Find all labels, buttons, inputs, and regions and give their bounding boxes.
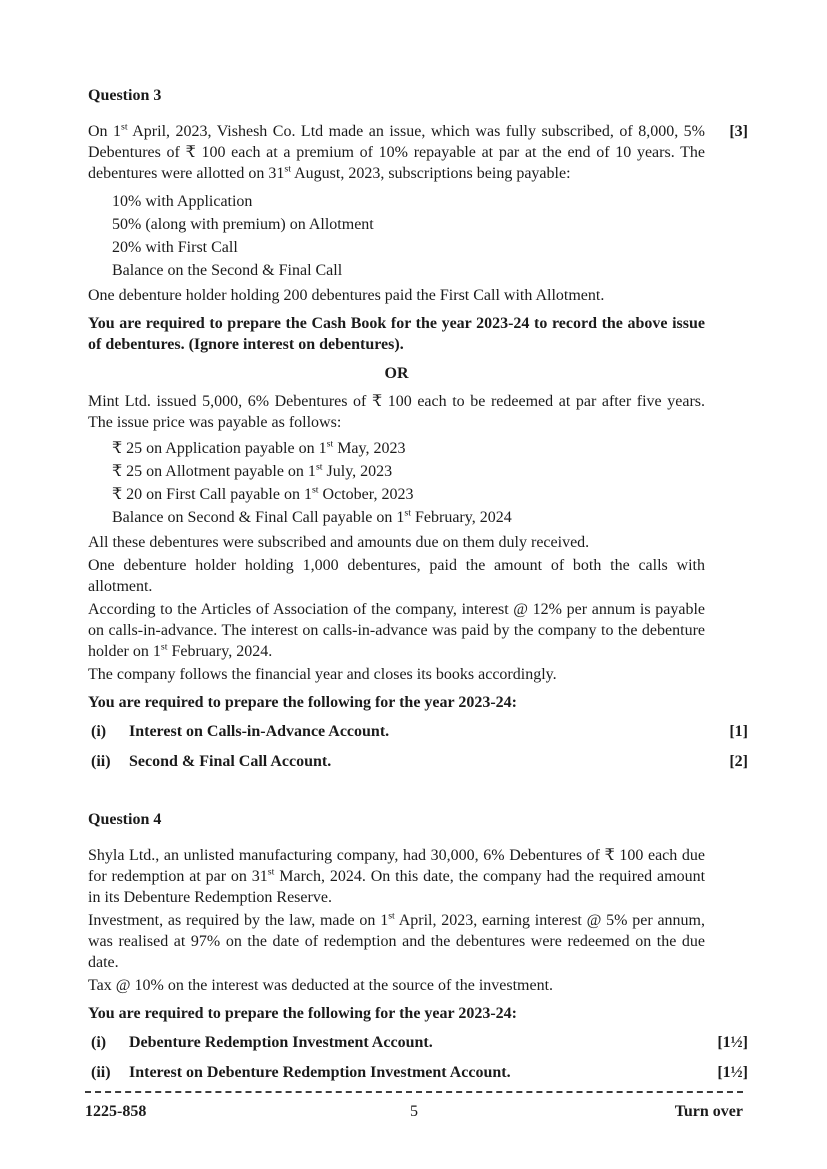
q4-paragraph-3: Tax @ 10% on the interest was deducted at the source of the investment.	[88, 977, 554, 994]
q3or-part-ii-row	[88, 751, 748, 772]
part-number: (i)	[91, 1034, 107, 1051]
list-item: Balance on the Second & Final Call	[112, 262, 343, 279]
turn-over-label: Turn over	[674, 1103, 743, 1120]
question-4-section	[88, 809, 748, 1083]
list-item: Balance on Second & Final Call payable on 1st February, 2024	[112, 507, 512, 526]
part-number: (ii)	[91, 1064, 111, 1081]
q3-payment-schedule	[88, 191, 748, 281]
paper-code: 1225-858	[85, 1103, 147, 1120]
q4-paragraph-2: Investment, as required by the law, made on 1st April, 2023, earning interest @ 5% per annum, was realised at 97% on the date of redemption and the debentures were redeemed on the due date.	[88, 910, 705, 971]
q3or-paragraph-2: One debenture holder holding 1,000 debentures, paid the amount of both the calls with allotment.	[88, 557, 705, 595]
part-marks-badge: [1½]	[717, 1064, 748, 1081]
q3-intro-row	[88, 121, 748, 186]
q4-part-ii-row	[88, 1062, 748, 1083]
list-item: 20% with First Call	[112, 239, 238, 256]
list-item: 50% (along with premium) on Allotment	[112, 216, 374, 233]
part-marks-badge: [1½]	[717, 1034, 748, 1051]
list-item: ₹ 25 on Application payable on 1st May, 2023	[112, 438, 406, 457]
q3or-intro-paragraph: Mint Ltd. issued 5,000, 6% Debentures of ₹ 100 each to be redeemed at par after five years. The issue price was payable as follows:	[88, 393, 705, 431]
question-4-heading: Question 4	[88, 811, 162, 828]
part-label: Debenture Redemption Investment Account.	[129, 1034, 433, 1051]
question-3-section	[88, 85, 748, 772]
q3-marks-badge: [3]	[729, 123, 748, 140]
footer-row	[85, 1093, 743, 1122]
q3or-paragraph-1: All these debentures were subscribed and amounts due on them duly received.	[88, 534, 590, 551]
page-footer	[85, 1091, 743, 1122]
page-number: 5	[410, 1103, 418, 1120]
list-item: ₹ 20 on First Call payable on 1st October, 2023	[112, 484, 414, 503]
q4-requirement: You are required to prepare the following for the year 2023-24:	[88, 1005, 517, 1022]
q3or-part-i-row	[88, 721, 748, 742]
q3or-requirement: You are required to prepare the following for the year 2023-24:	[88, 694, 517, 711]
part-label: Interest on Debenture Redemption Investment Account.	[129, 1064, 511, 1081]
part-marks-badge: [2]	[729, 753, 748, 770]
part-number: (i)	[91, 723, 107, 740]
q3-requirement: You are required to prepare the Cash Book for the year 2023-24 to record the above issue of debentures. (Ignore interest on debentures).	[88, 315, 705, 353]
q3or-paragraph-3: According to the Articles of Association of the company, interest @ 12% per annum is payable on calls-in-advance. The interest on calls-in-advance was paid by the company to the debenture holder on 1st February, 2024.	[88, 601, 705, 660]
or-separator: OR	[384, 365, 409, 382]
list-item: 10% with Application	[112, 193, 253, 210]
question-3-heading: Question 3	[88, 87, 162, 104]
q3or-paragraph-4: The company follows the financial year and closes its books accordingly.	[88, 666, 557, 683]
q3or-payment-schedule	[88, 438, 748, 528]
list-item: ₹ 25 on Allotment payable on 1st July, 2023	[112, 461, 393, 480]
part-number: (ii)	[91, 753, 111, 770]
q4-paragraph-1: Shyla Ltd., an unlisted manufacturing company, had 30,000, 6% Debentures of ₹ 100 each due for redemption at par on 31st March, 2024. On this date, the company had the required amount in its Debenture Redemption Reserve.	[88, 847, 706, 906]
q3-intro-paragraph: On 1st April, 2023, Vishesh Co. Ltd made an issue, which was fully subscribed, of 8,000, 5% Debentures of ₹ 100 each at a premium of 10% repayable at par at the end of 10 years. The debentures were allotted on 31st August, 2023, subscriptions being payable:	[88, 121, 706, 182]
part-label: Interest on Calls-in-Advance Account.	[129, 723, 390, 740]
part-marks-badge: [1]	[729, 723, 748, 740]
q4-part-i-row	[88, 1032, 748, 1053]
part-label: Second & Final Call Account.	[129, 753, 332, 770]
q3-note-paragraph: One debenture holder holding 200 debentures paid the First Call with Allotment.	[88, 287, 605, 304]
